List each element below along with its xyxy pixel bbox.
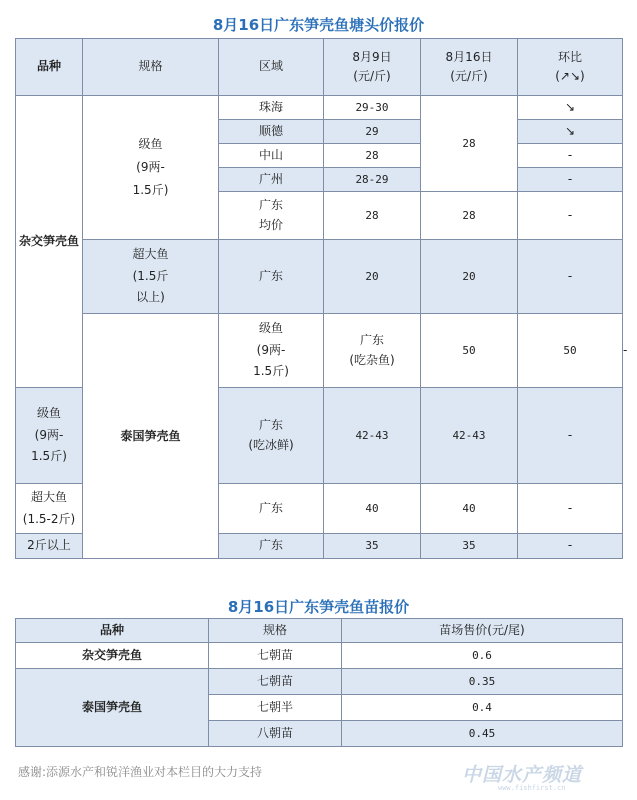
aug9-price: 42-43 bbox=[324, 388, 421, 484]
region-cell: 广东 bbox=[219, 484, 324, 534]
aug9-price: 29 bbox=[324, 120, 421, 144]
header-spec: 规格 bbox=[209, 619, 342, 643]
change-cell: ↘ bbox=[518, 96, 623, 120]
watermark-logo: 中国水产频道 bbox=[462, 764, 583, 786]
header-variety: 品种 bbox=[16, 619, 209, 643]
aug16-price: 50 bbox=[518, 314, 623, 388]
table-row bbox=[16, 240, 623, 314]
region-cell: 广州 bbox=[219, 168, 324, 192]
variety-thai: 泰国笋壳鱼 bbox=[83, 314, 219, 559]
spec-cell: 七朝苗 bbox=[209, 643, 342, 669]
header-spec: 规格 bbox=[83, 39, 219, 96]
change-cell: - bbox=[518, 192, 623, 240]
change-cell: - bbox=[518, 388, 623, 484]
header-variety: 品种 bbox=[16, 39, 83, 96]
change-cell: - bbox=[518, 168, 623, 192]
region-cell: 广东 bbox=[219, 534, 324, 559]
spec-hybrid-grade: 级鱼 (9两- 1.5斤) bbox=[83, 96, 219, 240]
region-cell: 广东 (吃冰鲜) bbox=[219, 388, 324, 484]
pond-price-table-title: 8月16日广东笋壳鱼塘头价报价 bbox=[212, 16, 425, 34]
price-cell: 0.6 bbox=[342, 643, 623, 669]
spec-cell: 级鱼 (9两- 1.5斤) bbox=[16, 388, 83, 484]
fry-price-table-title: 8月16日广东笋壳鱼苗报价 bbox=[227, 598, 410, 616]
spec-cell: 七朝苗 bbox=[209, 669, 342, 695]
price-cell: 0.35 bbox=[342, 669, 623, 695]
spec-cell: 八朝苗 bbox=[209, 721, 342, 747]
header-change: 环比 (↗↘) bbox=[518, 39, 623, 96]
fry-price-table bbox=[15, 618, 623, 747]
thanks-note: 感谢:添源水产和锐洋渔业对本栏目的大力支持 bbox=[18, 765, 263, 779]
watermark-url: www.fishfirst.cn bbox=[498, 784, 566, 792]
region-cell: 顺德 bbox=[219, 120, 324, 144]
aug9-price: 29-30 bbox=[324, 96, 421, 120]
table-header-row bbox=[16, 39, 623, 96]
pond-price-table bbox=[15, 38, 628, 559]
aug16-price: 40 bbox=[421, 484, 518, 534]
aug16-price: 35 bbox=[421, 534, 518, 559]
header-aug16: 8月16日 (元/斤) bbox=[421, 39, 518, 96]
region-cell: 珠海 bbox=[219, 96, 324, 120]
aug9-price: 50 bbox=[421, 314, 518, 388]
change-cell: - bbox=[518, 484, 623, 534]
table-row: 泰国笋壳鱼 级鱼 (9两- 1.5斤) 广东 (吃杂鱼) 50 50 - bbox=[16, 314, 623, 388]
region-cell: 广东 (吃杂鱼) bbox=[324, 314, 421, 388]
aug9-price: 35 bbox=[324, 534, 421, 559]
aug16-price: 28 bbox=[421, 192, 518, 240]
spec-cell: 超大鱼 (1.5斤 以上) bbox=[83, 240, 219, 314]
table-row bbox=[16, 96, 623, 120]
change-cell: ↘ bbox=[518, 120, 623, 144]
aug16-price: 42-43 bbox=[421, 388, 518, 484]
aug9-price: 40 bbox=[324, 484, 421, 534]
spec-cell: 七朝半 bbox=[209, 695, 342, 721]
aug16-price: 20 bbox=[421, 240, 518, 314]
aug9-price: 28 bbox=[324, 192, 421, 240]
region-cell: 中山 bbox=[219, 144, 324, 168]
aug9-price: 28 bbox=[324, 144, 421, 168]
price-cell: 0.45 bbox=[342, 721, 623, 747]
variety-hybrid: 杂交笋壳鱼 bbox=[16, 643, 209, 669]
table-row bbox=[16, 669, 623, 695]
price-cell: 0.4 bbox=[342, 695, 623, 721]
region-cell: 广东 bbox=[219, 240, 324, 314]
table-header-row bbox=[16, 619, 623, 643]
change-cell: - bbox=[518, 534, 623, 559]
aug16-price-shared: 28 bbox=[421, 96, 518, 192]
variety-thai: 泰国笋壳鱼 bbox=[16, 669, 209, 747]
change-cell: - bbox=[518, 144, 623, 168]
variety-hybrid: 杂交笋壳鱼 bbox=[16, 96, 83, 388]
spec-cell: 级鱼 (9两- 1.5斤) bbox=[219, 314, 324, 388]
aug9-price: 28-29 bbox=[324, 168, 421, 192]
header-price: 苗场售价(元/尾) bbox=[342, 619, 623, 643]
region-cell: 广东 均价 bbox=[219, 192, 324, 240]
table-row bbox=[16, 643, 623, 669]
header-aug9: 8月9日 (元/斤) bbox=[324, 39, 421, 96]
aug9-price: 20 bbox=[324, 240, 421, 314]
spec-cell: 超大鱼 (1.5-2斤) bbox=[16, 484, 83, 534]
header-region: 区域 bbox=[219, 39, 324, 96]
change-cell: - bbox=[518, 240, 623, 314]
spec-cell: 2斤以上 bbox=[16, 534, 83, 559]
